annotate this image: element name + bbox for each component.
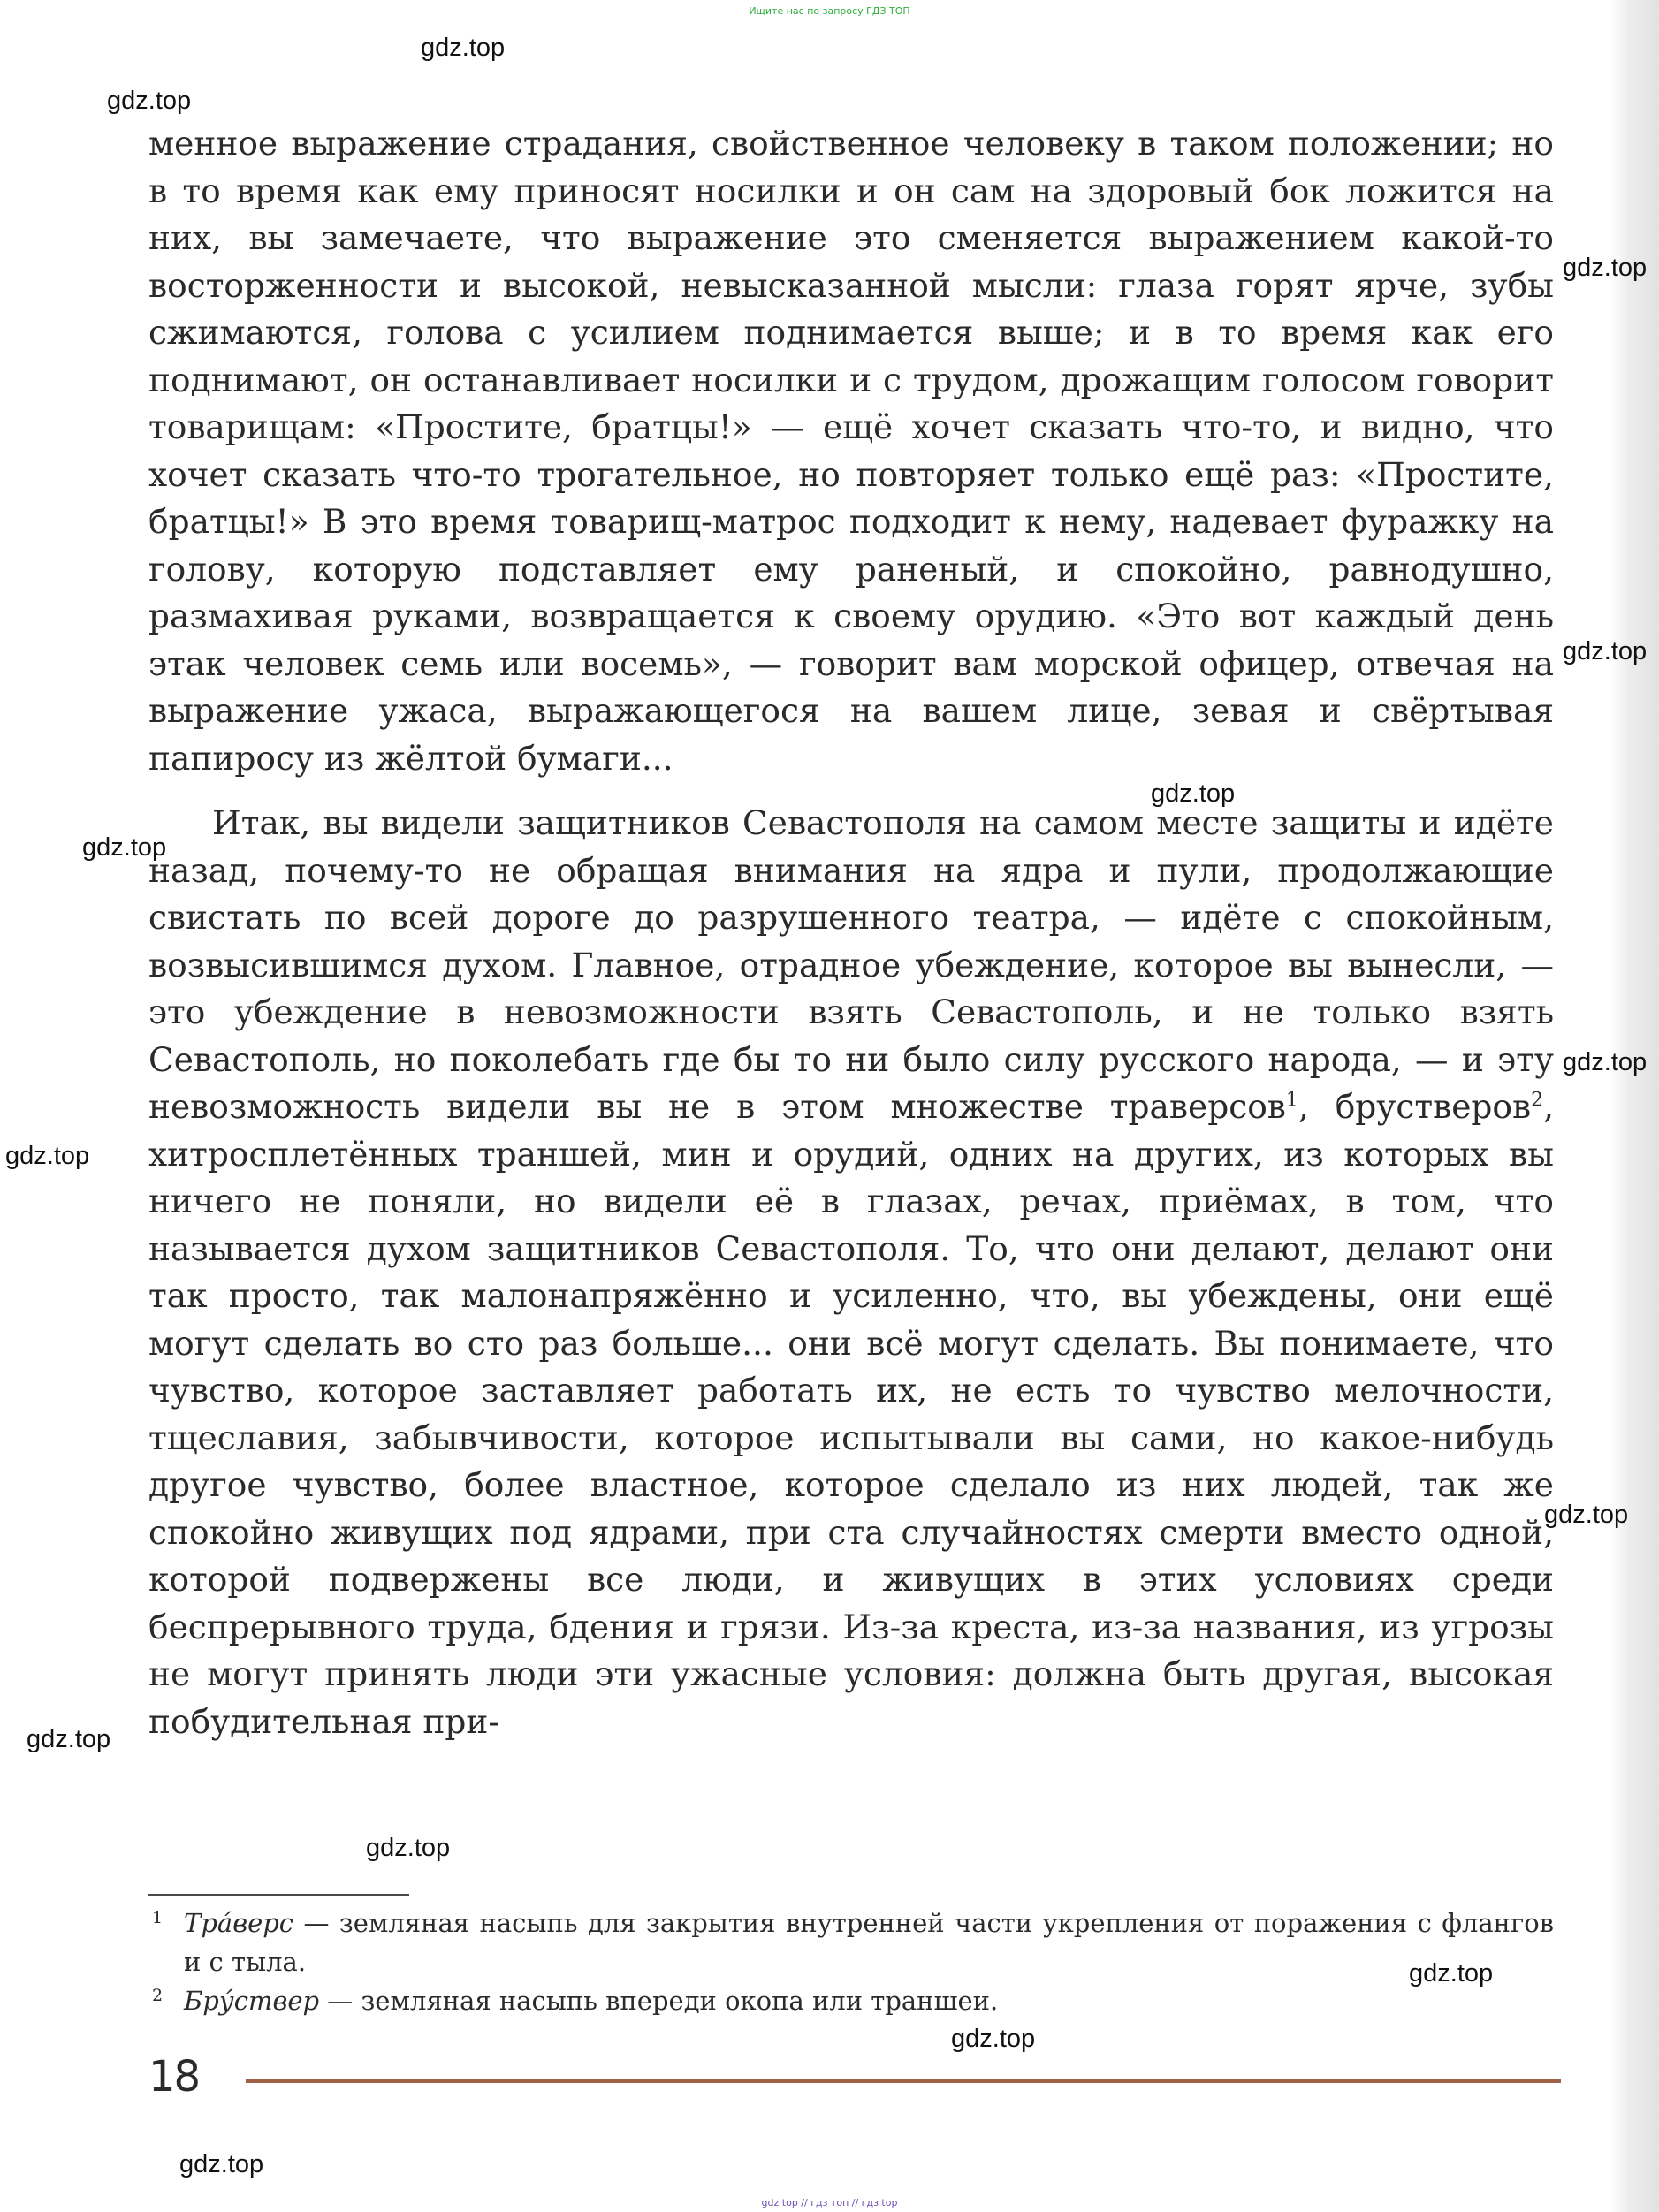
watermark: gdz.top bbox=[1151, 779, 1236, 808]
page-number-rule bbox=[246, 2079, 1561, 2083]
watermark: gdz.top bbox=[951, 2025, 1036, 2053]
bottom-banner: gdz top // гдз топ // гдз top bbox=[761, 2197, 898, 2208]
top-banner: Ищите нас по запросу ГДЗ ТОП bbox=[749, 5, 910, 17]
footnote-2 bbox=[148, 1981, 1554, 2020]
footnote-term: Бру́ствер bbox=[184, 1986, 320, 2016]
footnote-text: — земляная насыпь впереди окопа или траншеи. bbox=[319, 1986, 999, 2016]
paragraph-2 bbox=[148, 800, 1554, 1745]
watermark: gdz.top bbox=[1409, 1959, 1494, 1988]
footnote-number: 2 bbox=[152, 1986, 164, 2005]
paragraph-1: менное выражение страдания, свойственное человеку в таком положении; но в то время как ему приносят носилки и он сам на здоровый бок ложится на них, вы замечаете, что выражение это сменяется выражением какой-то восторженности и высокой, невысказанной мысли: глаза горят ярче, зубы сжимаются, голова с усилием поднимается выше; и в то время как его поднимают, он останавливает носилки и с трудом, дрожащим голосом говорит товарищам: «Простите, братцы!» — ещё хочет сказать что-то, и видно, что хочет сказать что-то трогательное, но повторяет только ещё раз: «Простите, братцы!» В это время товарищ-матрос подходит к нему, надевает фуражку на голову, которую подставляет ему раненый, и спокойно, равнодушно, размахивая руками, возвращается к своему орудию. «Это вот каждый день этак человек семь или восемь», — говорит вам морской офицер, отвечая на выражение ужаса, выражающегося на вашем лице, зевая и свёртывая папиросу из жёлтой бумаги... bbox=[148, 124, 1554, 778]
footnote-text: — земляная насыпь для закрытия внутренней части укрепления от поражения с флангов и с тыла. bbox=[184, 1908, 1554, 1977]
footnotes bbox=[148, 1904, 1554, 2020]
page-number: 18 bbox=[148, 2052, 200, 2102]
footnote-ref-2[interactable]: 2 bbox=[1531, 1089, 1544, 1112]
watermark: gdz.top bbox=[5, 1142, 90, 1170]
watermark: gdz.top bbox=[1563, 1048, 1648, 1076]
watermark: gdz.top bbox=[107, 87, 192, 115]
watermark: gdz.top bbox=[1563, 254, 1648, 282]
page-edge-shadow bbox=[1610, 0, 1659, 2212]
watermark: gdz.top bbox=[366, 1834, 451, 1862]
watermark: gdz.top bbox=[1563, 637, 1648, 665]
watermark: gdz.top bbox=[179, 2150, 264, 2178]
paragraph-2-part-1: Итак, вы видели защитников Севастополя на самом месте защиты и идёте назад, почему-то не обращая внимания на ядра и пули, продолжающие свистать по всей дороге до разрушенного театра, — идёте с спокойным, возвысившимся духом. Главное, отрадное убеждение, которое вы вынесли, — это убеждение в невозможности взять Севастополь, и не только взять Севастополь, но поколебать где бы то ни было силу русского народа, — и эту невозможность видели вы не в этом множестве траверсов bbox=[148, 803, 1554, 1126]
footnote-term: Тра́верс bbox=[184, 1908, 294, 1938]
watermark: gdz.top bbox=[1544, 1501, 1629, 1529]
footnote-divider bbox=[148, 1894, 409, 1896]
watermark: gdz.top bbox=[27, 1725, 111, 1753]
footnote-1 bbox=[148, 1904, 1554, 1981]
paragraph-2-part-2: , брустверов bbox=[1298, 1087, 1532, 1126]
watermark: gdz.top bbox=[82, 833, 167, 862]
page-content bbox=[148, 120, 1554, 1745]
watermark: gdz.top bbox=[421, 34, 506, 62]
paragraph-2-part-3: , хитросплетённых траншей, мин и орудий, одних на других, из которых вы ничего не поняли, но видели её в глазах, речах, приёмах, в том, что называется духом защитников Севастополя. То, что они делают, делают они так просто, так малонапряжённо и усиленно, что, вы убеждены, они ещё могут сделать во сто раз больше... они всё могут сделать. Вы понимаете, что чувство, которое заставляет работать их, не есть то чувство мелочности, тщеславия, забывчивости, которое испытывали вы сами, но какое-нибудь другое чувство, более властное, которое сделало из них людей, так же спокойно живущих под ядрами, при ста случайностях смерти вместо одной, которой подвержены все люди, и живущих в этих условиях среди беспрерывного труда, бдения и грязи. Из-за креста, из-за названия, из угрозы не могут принять люди эти ужасные условия: должна быть другая, высокая побудительная при- bbox=[148, 1087, 1555, 1741]
footnote-number: 1 bbox=[152, 1908, 164, 1927]
footnote-ref-1[interactable]: 1 bbox=[1285, 1089, 1298, 1112]
